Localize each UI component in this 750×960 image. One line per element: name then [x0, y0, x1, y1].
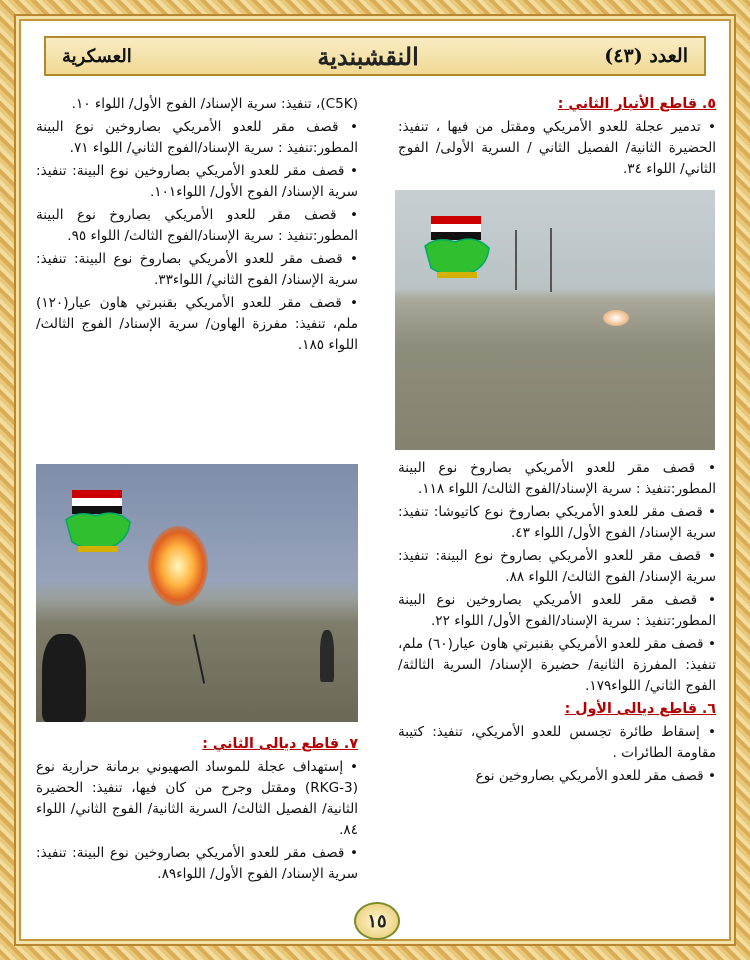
right-column-bottom	[398, 458, 716, 789]
section-title-diyala-2: ٧. قاطع ديالى الثاني :	[202, 736, 358, 752]
page-header	[44, 36, 706, 76]
explosion	[603, 310, 629, 326]
list-item: • قصف مقر للعدو الأمريكي بصاروخين نوع	[398, 766, 716, 787]
list-item: • قصف مقر للعدو الأمريكي بقنبرتي هاون عيار(١٢٠) ملم، تنفيذ: مفرزة الهاون/ سرية الإسناد/ الفوج الثالث/ اللواء ١٨٥.	[36, 293, 358, 356]
list-item: • قصف مقر للعدو الأمريكي بصاروخين نوع البينة المطور:تنفيذ : سرية الإسناد/الفوج الأول/ اللواء ٢٢.	[398, 590, 716, 632]
left-column-bottom	[36, 734, 358, 887]
list-item: • قصف مقر للعدو الأمريكي بصاروخ نوع البينة: تنفيذ: سرية الإسناد/ الفوج الثاني/ اللواء٣٣.	[36, 249, 358, 291]
utility-pole	[550, 228, 552, 292]
header-issue: العدد (٤٣)	[604, 45, 688, 67]
header-title: النقشبندية	[317, 41, 419, 71]
explosion	[148, 526, 208, 606]
list-item: • إستهداف عجلة للموساد الصهيوني برمانة حرارية نوع (RKG-3) ومقتل وجرح من كان فيها، تنفيذ: الحضيرة الثانية/ الفصيل الثالث/ السرية الثانية/ الفوج الثاني/ اللواء ٨٤.	[36, 757, 358, 841]
person-silhouette	[42, 634, 86, 722]
list-item: • قصف مقر للعدو الأمريكي بصاروخين نوع البينة: تنفيذ: سرية الإسناد/ الفوج الأول/ اللواء١٠١.	[36, 161, 358, 203]
list-item: • قصف مقر للعدو الأمريكي بصاروخ نوع كاتيوشا: تنفيذ: سرية الإسناد/ الفوج الأول/ اللواء ٤٣.	[398, 502, 716, 544]
list-item: • تدمير عجلة للعدو الأمريكي ومقتل من فيها ، تنفيذ: الحضيرة الثانية/ الفصيل الثاني / السرية الأولى/ الفوج الثاني/ اللواء ٣٤.	[398, 117, 716, 180]
list-item: • إسقاط طائرة تجسس للعدو الأمريكي، تنفيذ: كتيبة مقاومة الطائرات .	[398, 722, 716, 764]
header-section: العسكرية	[62, 45, 132, 67]
list-item: • قصف مقر للعدو الأمريكي بصاروخ نوع البينة المطور:تنفيذ : سرية الإسناد/الفوج الثالث/ اللواء ١١٨.	[398, 458, 716, 500]
section-title-diyala-1: ٦. قاطع ديالى الأول :	[564, 701, 716, 717]
emblem-icon	[58, 486, 136, 556]
section-title-anbar-2: ٥. قاطع الأنبار الثاني :	[557, 96, 716, 112]
person-silhouette	[320, 630, 334, 682]
list-item-continuation: (C5K)، تنفيذ: سرية الإسناد/ الفوج الأول/ اللواء ١٠.	[71, 96, 358, 112]
left-column-top	[36, 94, 358, 358]
utility-pole	[515, 230, 517, 290]
list-item: • قصف مقر للعدو الأمريكي بصاروخين نوع البينة المطور:تنفيذ : سرية الإسناد/الفوج الثاني/ اللواء ٧١.	[36, 117, 358, 159]
list-item: • قصف مقر للعدو الأمريكي بصاروخين نوع البينة: تنفيذ: سرية الإسناد/ الفوج الأول/ اللواء٨٩.	[36, 843, 358, 885]
emblem-icon	[417, 212, 495, 282]
photo-explosion-field	[395, 190, 715, 450]
list-item: • قصف مقر للعدو الأمريكي بقنبرتي هاون عيار(٦٠) ملم، تنفيذ: المفرزة الثانية/ حضيرة الإسناد/ السرية الثالثة/ الفوج الثاني/ اللواء١٧٩.	[398, 634, 716, 697]
page-number: ١٥	[354, 902, 400, 940]
photo-mortar-launch	[36, 464, 358, 722]
list-item: • قصف مقر للعدو الأمريكي بصاروخ نوع البينة: تنفيذ: سرية الإسناد/ الفوج الثالث/ اللواء ٨٨.	[398, 546, 716, 588]
list-item: • قصف مقر للعدو الأمريكي بصاروخ نوع البينة المطور:تنفيذ : سرية الإسناد/الفوج الثالث/ اللواء ٩٥.	[36, 205, 358, 247]
right-column-top	[398, 94, 716, 182]
mortar-tube	[193, 634, 205, 683]
